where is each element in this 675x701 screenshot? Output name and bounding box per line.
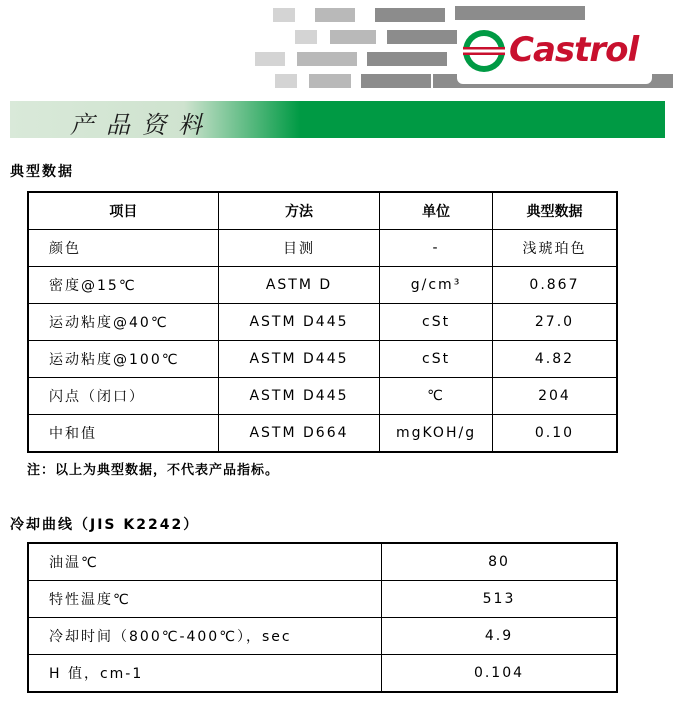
cooling-curve-table	[27, 542, 618, 693]
header-banner	[0, 0, 675, 140]
column-header: 方法	[218, 192, 379, 230]
table-cell: 特性温度℃	[28, 581, 382, 618]
table-cell: ASTM D664	[218, 415, 379, 453]
table-row	[28, 304, 617, 341]
table-cell: 运动粘度@100℃	[28, 341, 218, 378]
table-cell: cSt	[380, 341, 493, 378]
table-row	[28, 230, 617, 267]
castrol-logo	[457, 20, 652, 84]
table-cell: H 值，cm-1	[28, 655, 382, 693]
table-cell: 冷却时间（800℃-400℃），sec	[28, 618, 382, 655]
table-row	[28, 543, 617, 581]
table-cell: g/cm³	[380, 267, 493, 304]
brand-wordmark: Castrol	[509, 30, 639, 70]
table-cell: 浅琥珀色	[492, 230, 617, 267]
table-cell: 4.9	[382, 618, 618, 655]
table-cell: 0.10	[492, 415, 617, 453]
table-header-row	[28, 192, 617, 230]
table-cell: ASTM D445	[218, 304, 379, 341]
table-cell: 80	[382, 543, 618, 581]
table-cell: -	[380, 230, 493, 267]
column-header: 典型数据	[492, 192, 617, 230]
typical-data-table	[27, 191, 618, 453]
table-cell: 0.104	[382, 655, 618, 693]
table-cell: ℃	[380, 378, 493, 415]
table-cell: 密度@15℃	[28, 267, 218, 304]
table-cell: 0.867	[492, 267, 617, 304]
table-cell: ASTM D	[218, 267, 379, 304]
table-row	[28, 581, 617, 618]
column-header: 项目	[28, 192, 218, 230]
table-row	[28, 415, 617, 453]
table-cell: 运动粘度@40℃	[28, 304, 218, 341]
column-header: 单位	[380, 192, 493, 230]
table-cell: 颜色	[28, 230, 218, 267]
table-cell: mgKOH/g	[380, 415, 493, 453]
table-cell: 目测	[218, 230, 379, 267]
table-cell: cSt	[380, 304, 493, 341]
castrol-emblem-icon	[461, 28, 507, 74]
cooling-curve-title: 冷却曲线（JIS K2242）	[10, 517, 200, 533]
table-cell: 油温℃	[28, 543, 382, 581]
product-info-heading: 产品资料	[70, 111, 214, 139]
table-cell: ASTM D445	[218, 341, 379, 378]
table-cell: 513	[382, 581, 618, 618]
table-cell: 闪点（闭口）	[28, 378, 218, 415]
table-cell: 27.0	[492, 304, 617, 341]
table-row	[28, 267, 617, 304]
table-cell: ASTM D445	[218, 378, 379, 415]
table-row	[28, 655, 617, 693]
table-row	[28, 378, 617, 415]
table-cell: 中和值	[28, 415, 218, 453]
table-row	[28, 618, 617, 655]
table-cell: 204	[492, 378, 617, 415]
table-row	[28, 341, 617, 378]
typical-data-title: 典型数据	[10, 164, 74, 180]
table-cell: 4.82	[492, 341, 617, 378]
typical-data-note: 注：以上为典型数据，不代表产品指标。	[27, 463, 280, 478]
